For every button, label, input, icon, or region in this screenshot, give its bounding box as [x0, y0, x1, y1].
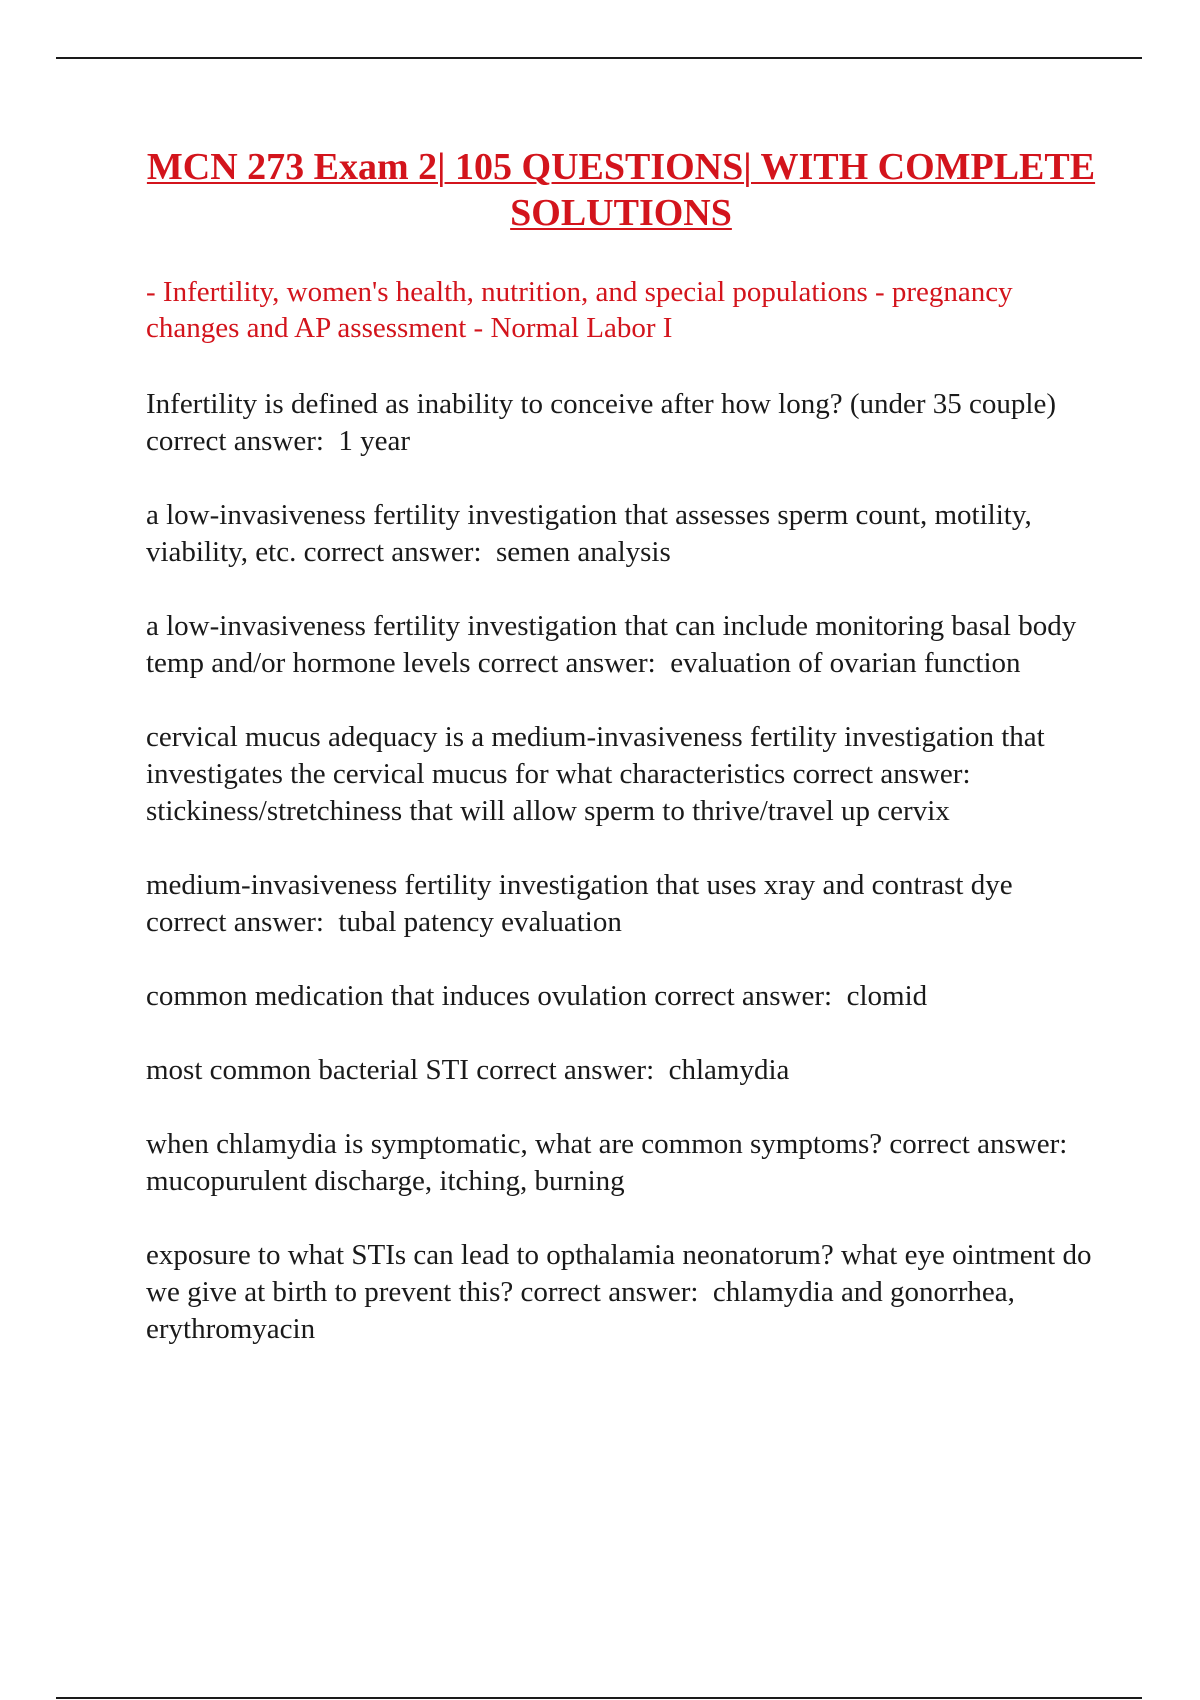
top-rule [56, 57, 1142, 59]
qa-list [146, 386, 1099, 1385]
qa-item: Infertility is defined as inability to conceive after how long? (under 35 couple) correct answer: 1 year [146, 388, 1064, 457]
qa-item: exposure to what STIs can lead to opthalamia neonatorum? what eye ointment do we give at birth to prevent this? correct answer: chlamydia and gonorrhea, erythromyacin [146, 1239, 1099, 1345]
qa-item: medium-invasiveness fertility investigation that uses xray and contrast dye correct answer: tubal patency evaluation [146, 869, 1020, 938]
qa-item: when chlamydia is symptomatic, what are common symptoms? correct answer: mucopurulent discharge, itching, burning [146, 1128, 1082, 1197]
qa-item: cervical mucus adequacy is a medium-invasiveness fertility investigation that investigates the cervical mucus for what characteristics correct answer: stickiness/stretchiness that will allow sperm to thrive/travel up cervix [146, 721, 1052, 827]
document-subtitle: - Infertility, women's health, nutrition, and special populations - pregnancy changes and AP assessment - Normal Labor I [146, 276, 1013, 344]
qa-item: a low-invasiveness fertility investigation that assesses sperm count, motility, viability, etc. correct answer: semen analysis [146, 499, 1039, 568]
qa-item: a low-invasiveness fertility investigation that can include monitoring basal body temp and/or hormone levels correct answer: evaluation of ovarian function [146, 610, 1084, 679]
bottom-rule [56, 1697, 1142, 1699]
qa-item: most common bacterial STI correct answer: chlamydia [146, 1054, 790, 1086]
document-title: MCN 273 Exam 2| 105 QUESTIONS| WITH COMPLETE SOLUTIONS [146, 146, 1096, 234]
qa-item: common medication that induces ovulation correct answer: clomid [146, 980, 928, 1012]
